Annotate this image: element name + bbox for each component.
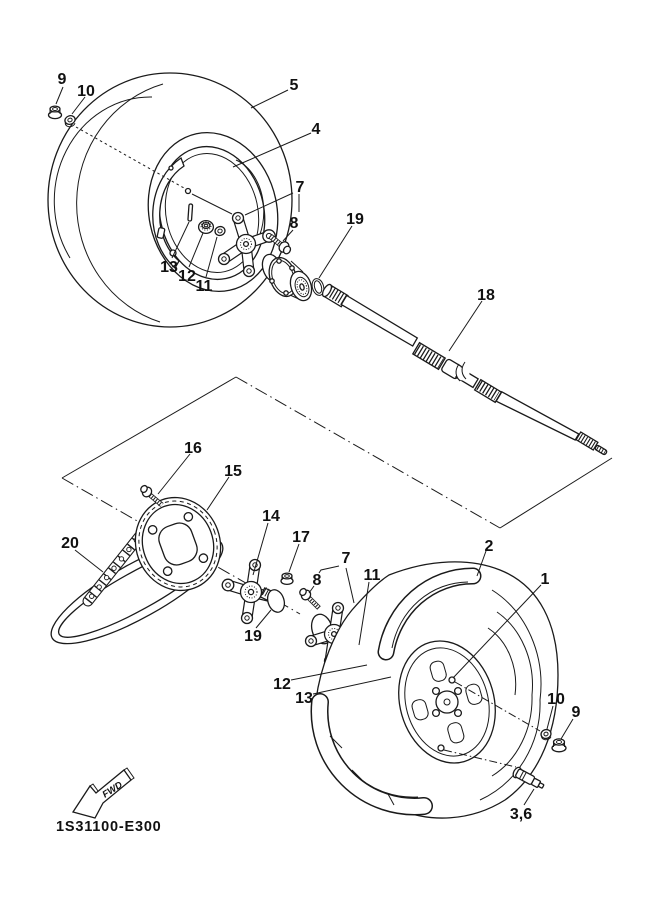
callout-13-bottom: 13 — [295, 690, 313, 707]
callout-11-bottom: 11 — [363, 567, 381, 584]
axle-nut-9-top — [49, 106, 62, 119]
callout-14: 14 — [262, 508, 280, 525]
callout-15: 15 — [224, 463, 242, 480]
part-code: 1S31100-E300 — [56, 819, 162, 835]
dowel-pin-13-top — [188, 204, 193, 221]
callout-16: 16 — [184, 440, 202, 457]
callout-11-top: 11 — [195, 278, 213, 295]
axle-shaft-18 — [321, 283, 608, 455]
collar-12-top — [199, 221, 214, 234]
hub-nut-17 — [281, 573, 293, 584]
callout-8-top: 8 — [289, 215, 299, 232]
axle-nut-9-bottom — [552, 739, 566, 752]
washer-10-top — [64, 114, 77, 127]
callout-10-bottom: 10 — [547, 691, 565, 708]
callout-1: 1 — [540, 571, 550, 588]
callout-9-bottom: 9 — [571, 704, 581, 721]
callout-9-top: 9 — [57, 71, 67, 88]
callout-2: 2 — [484, 538, 494, 555]
callout-12-bottom: 12 — [273, 676, 291, 693]
callout-19-bottom: 19 — [244, 628, 262, 645]
callout-4: 4 — [311, 121, 321, 138]
sprocket-bolt-16 — [139, 484, 162, 505]
fwd-arrow — [73, 768, 134, 818]
callout-7-bottom: 7 — [341, 550, 351, 567]
callout-8-bottom: 8 — [312, 572, 322, 589]
fwd-label: FWD — [100, 779, 125, 801]
callout-12-top: 12 — [178, 268, 196, 285]
hub-bolt-8-bottom — [298, 587, 319, 608]
callout-17: 17 — [292, 529, 310, 546]
callout-10-top: 10 — [77, 83, 95, 100]
callout-3-6: 3,6 — [509, 806, 533, 823]
wheel-hub-top — [259, 252, 315, 303]
callout-7-top: 7 — [295, 179, 305, 196]
callout-13-top: 13 — [160, 259, 178, 276]
callout-19-top: 19 — [346, 211, 364, 228]
callout-18: 18 — [477, 287, 495, 304]
callout-20: 20 — [61, 535, 79, 552]
callout-5: 5 — [289, 77, 299, 94]
